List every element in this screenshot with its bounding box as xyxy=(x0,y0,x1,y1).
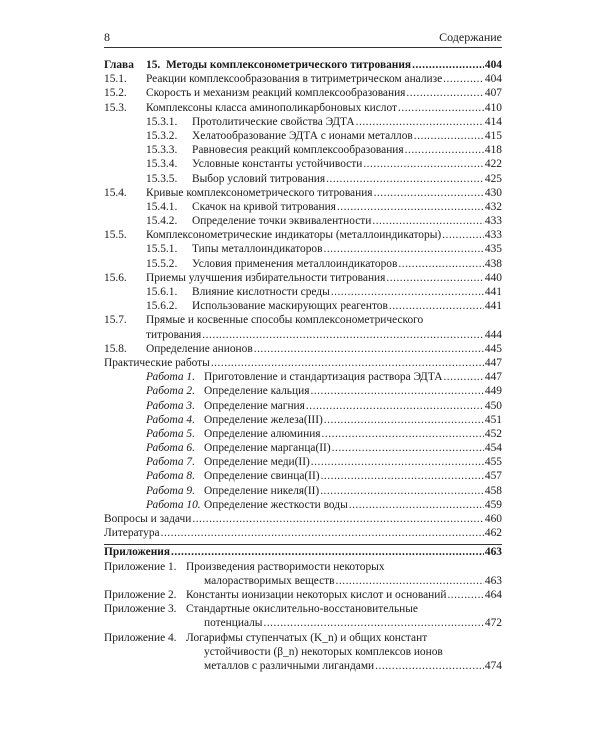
toc-subsection-15-3-3[interactable] xyxy=(104,143,502,157)
appendix-label: Приложение 2. xyxy=(104,588,177,601)
section-number: 15.8. xyxy=(104,342,127,355)
toc-section-15-1[interactable] xyxy=(104,72,502,86)
work-page: 452 xyxy=(484,427,502,440)
work-page: 458 xyxy=(484,484,502,497)
work-title: Приготовление и стандартизация раствора ЭДТА xyxy=(204,371,443,384)
chapter-number: 15. xyxy=(146,59,161,71)
subsection-page: 422 xyxy=(484,158,502,171)
subsection-page: 415 xyxy=(484,129,502,142)
toc-appendix-4-cont1[interactable] xyxy=(104,645,502,659)
appendix-label: Приложение 3. xyxy=(104,603,177,616)
toc-subsection-15-5-2[interactable] xyxy=(104,257,502,271)
toc-section-15-6[interactable] xyxy=(104,271,502,285)
work-label: Работа 7. xyxy=(146,456,195,469)
subsection-number: 15.4.1. xyxy=(146,200,178,213)
toc-section-15-3[interactable] xyxy=(104,101,502,115)
subsection-page: 414 xyxy=(484,115,502,128)
subsection-number: 15.5.1. xyxy=(146,243,178,256)
toc-section-15-8[interactable] xyxy=(104,342,502,356)
work-title: Определение меди(II) xyxy=(204,456,310,469)
toc-appendix-4-cont2[interactable] xyxy=(104,659,502,673)
toc-subsection-15-4-2[interactable] xyxy=(104,214,502,228)
section-number: 15.5. xyxy=(104,229,127,242)
toc-subsection-15-3-5[interactable] xyxy=(104,172,502,186)
toc-practical-works[interactable] xyxy=(104,356,502,370)
subsection-number: 15.6.1. xyxy=(146,286,178,298)
toc-work-4[interactable] xyxy=(104,413,502,427)
toc-appendix-4[interactable] xyxy=(104,631,502,645)
work-page: 447 xyxy=(484,371,502,384)
literature-page: 462 xyxy=(484,527,502,540)
page-header xyxy=(104,30,502,46)
toc-section-15-7[interactable] xyxy=(104,313,502,327)
toc-literature[interactable] xyxy=(104,526,502,540)
appendix-title-continued: устойчивости (β_n) некоторых комплексов ионов xyxy=(204,645,443,658)
subsection-page: 441 xyxy=(484,300,502,313)
toc-work-3[interactable] xyxy=(104,399,502,413)
subsection-title: Выбор условий титрования xyxy=(192,172,326,185)
toc-appendix-2[interactable] xyxy=(104,588,502,602)
subsection-number: 15.4.2. xyxy=(146,215,178,228)
section-page: 444 xyxy=(484,328,502,341)
work-label: Работа 1. xyxy=(146,371,195,384)
section-page: 404 xyxy=(484,73,502,86)
toc-work-5[interactable] xyxy=(104,427,502,441)
toc-appendices[interactable] xyxy=(104,544,502,559)
section-page: 407 xyxy=(484,87,502,100)
toc-appendix-3[interactable] xyxy=(104,602,502,616)
subsection-number: 15.3.4. xyxy=(146,158,178,171)
questions-title: Вопросы и задачи xyxy=(104,513,192,525)
section-page: 445 xyxy=(484,342,502,355)
work-label: Работа 5. xyxy=(146,427,195,440)
section-number: 15.1. xyxy=(104,73,127,86)
practical-title: Практические работы xyxy=(104,356,210,369)
toc-questions[interactable] xyxy=(104,512,502,526)
appendices-page: 463 xyxy=(484,546,502,559)
toc-subsection-15-3-2[interactable] xyxy=(104,129,502,143)
appendix-page: 463 xyxy=(484,574,502,587)
toc-appendix-3-cont[interactable] xyxy=(104,616,502,630)
appendix-page: 464 xyxy=(484,588,502,601)
section-number: 15.3. xyxy=(104,101,127,114)
subsection-number: 15.3.5. xyxy=(146,172,178,185)
work-page: 455 xyxy=(484,456,502,469)
toc-subsection-15-6-1[interactable] xyxy=(104,285,502,299)
section-number: 15.4. xyxy=(104,186,127,199)
section-title-continued: титрования xyxy=(146,328,202,341)
subsection-number: 15.3.2. xyxy=(146,129,178,142)
subsection-title: Условия применения металлоиндикаторов xyxy=(192,257,398,270)
appendix-label: Приложение 1. xyxy=(104,560,177,573)
subsection-number: 15.6.2. xyxy=(146,300,178,313)
work-page: 449 xyxy=(484,385,502,398)
appendix-title: Константы ионизации некоторых кислот и оснований xyxy=(186,588,447,601)
appendix-title: Логарифмы ступенчатых (K_n) и общих констант xyxy=(186,631,428,644)
chapter-title: Методы комплексонометрического титрования xyxy=(165,59,412,71)
toc-section-15-4[interactable] xyxy=(104,186,502,200)
subsection-number: 15.3.1. xyxy=(146,115,178,128)
section-number: 15.6. xyxy=(104,271,127,284)
subsection-title: Типы металлоиндикаторов xyxy=(192,243,323,256)
toc-subsection-15-6-2[interactable] xyxy=(104,299,502,313)
section-page: 410 xyxy=(484,101,502,114)
chapter-label: Глава xyxy=(104,59,134,71)
work-page: 457 xyxy=(484,470,502,483)
page-number: 8 xyxy=(104,30,110,44)
appendix-title-continued: малорастворимых веществ xyxy=(204,574,335,587)
section-title: Приемы улучшения избирательности титрования xyxy=(146,271,386,284)
toc-subsection-15-5-1[interactable] xyxy=(104,242,502,256)
practical-page: 447 xyxy=(484,356,502,369)
toc-subsection-15-3-1[interactable] xyxy=(104,115,502,129)
work-page: 454 xyxy=(484,442,502,455)
appendices-title: Приложения xyxy=(104,546,171,559)
toc-work-1[interactable] xyxy=(104,370,502,384)
work-page: 450 xyxy=(484,399,502,412)
subsection-title: Скачок на кривой титрования xyxy=(192,200,336,213)
table-of-contents xyxy=(104,58,502,673)
work-label: Работа 2. xyxy=(146,385,195,398)
toc-subsection-15-4-1[interactable] xyxy=(104,200,502,214)
toc-work-10[interactable] xyxy=(104,498,502,512)
section-page: 440 xyxy=(484,271,502,284)
toc-work-7[interactable] xyxy=(104,455,502,469)
subsection-page: 435 xyxy=(484,243,502,256)
work-label: Работа 4. xyxy=(146,413,195,426)
subsection-page: 432 xyxy=(484,200,502,213)
toc-work-2[interactable] xyxy=(104,384,502,398)
toc-appendix-1-cont[interactable] xyxy=(104,574,502,588)
section-page: 433 xyxy=(484,229,502,242)
toc-section-15-2[interactable] xyxy=(104,86,502,100)
subsection-title: Использование маскирующих реагентов xyxy=(192,300,388,313)
questions-page: 460 xyxy=(484,513,502,525)
work-label: Работа 3. xyxy=(146,399,195,412)
subsection-title: Влияние кислотности среды xyxy=(192,286,330,298)
subsection-page: 433 xyxy=(484,215,502,228)
section-title: Определение анионов xyxy=(146,342,253,355)
header-rule xyxy=(104,47,502,48)
subsection-title: Хелатообразование ЭДТА с ионами металлов xyxy=(192,129,413,142)
work-title: Определение алюминия xyxy=(204,427,321,440)
work-label: Работа 6. xyxy=(146,442,195,455)
appendix-page: 472 xyxy=(484,617,502,630)
subsection-page: 425 xyxy=(484,172,502,185)
toc-chapter-15[interactable] xyxy=(104,58,502,72)
appendix-title-continued: металлов с различными лигандами xyxy=(204,659,375,672)
chapter-page: 404 xyxy=(484,59,502,71)
running-title: Содержание xyxy=(439,30,502,44)
subsection-number: 15.3.3. xyxy=(146,144,178,157)
toc-appendix-1[interactable] xyxy=(104,560,502,574)
toc-section-15-7-cont[interactable] xyxy=(104,328,502,342)
work-label: Работа 8. xyxy=(146,470,195,483)
subsection-title: Протолитические свойства ЭДТА xyxy=(192,115,355,128)
work-title: Определение марганца(II) xyxy=(204,442,331,455)
section-number: 15.7. xyxy=(104,314,127,327)
subsection-page: 418 xyxy=(484,144,502,157)
appendix-label: Приложение 4. xyxy=(104,631,177,644)
work-label: Работа 10. xyxy=(146,498,201,511)
appendix-page: 474 xyxy=(484,659,502,672)
section-title: Скорость и механизм реакций комплексообразования xyxy=(146,87,406,100)
subsection-title: Определение точки эквивалентности xyxy=(192,215,372,228)
appendix-title: Стандартные окислительно-восстановительные xyxy=(186,603,418,616)
work-title: Определение свинца(II) xyxy=(204,470,320,483)
subsection-title: Условные константы устойчивости xyxy=(192,158,363,171)
section-title: Реакции комплексообразования в титриметрическом анализе xyxy=(146,73,443,86)
section-title: Кривые комплексонометрического титрования xyxy=(146,186,373,199)
work-label: Работа 9. xyxy=(146,484,195,497)
toc-work-8[interactable] xyxy=(104,469,502,483)
work-title: Определение никеля(II) xyxy=(204,484,320,497)
literature-title: Литература xyxy=(104,527,160,540)
work-title: Определение магния xyxy=(204,399,305,412)
work-title: Определение жесткости воды xyxy=(204,498,348,511)
subsection-page: 438 xyxy=(484,257,502,270)
toc-subsection-15-3-4[interactable] xyxy=(104,157,502,171)
toc-work-9[interactable] xyxy=(104,484,502,498)
work-title: Определение железа(III) xyxy=(204,413,323,426)
toc-work-6[interactable] xyxy=(104,441,502,455)
work-page: 451 xyxy=(484,413,502,426)
appendix-title: Произведения растворимости некоторых xyxy=(186,560,385,573)
subsection-title: Равновесия реакций комплексообразования xyxy=(192,144,404,157)
section-title: Комплексоны класса аминополикарбоновых кислот xyxy=(146,101,398,114)
section-title: Прямые и косвенные способы комплексонометрического xyxy=(146,314,424,327)
work-title: Определение кальция xyxy=(204,385,310,398)
section-number: 15.2. xyxy=(104,87,127,100)
toc-section-15-5[interactable] xyxy=(104,228,502,242)
appendix-title-continued: потенциалы xyxy=(204,617,263,630)
subsection-page: 441 xyxy=(484,286,502,298)
work-page: 459 xyxy=(484,498,502,511)
section-page: 430 xyxy=(484,186,502,199)
section-title: Комплексонометрические индикаторы (металлоиндикаторы) xyxy=(146,229,442,242)
subsection-number: 15.5.2. xyxy=(146,257,178,270)
